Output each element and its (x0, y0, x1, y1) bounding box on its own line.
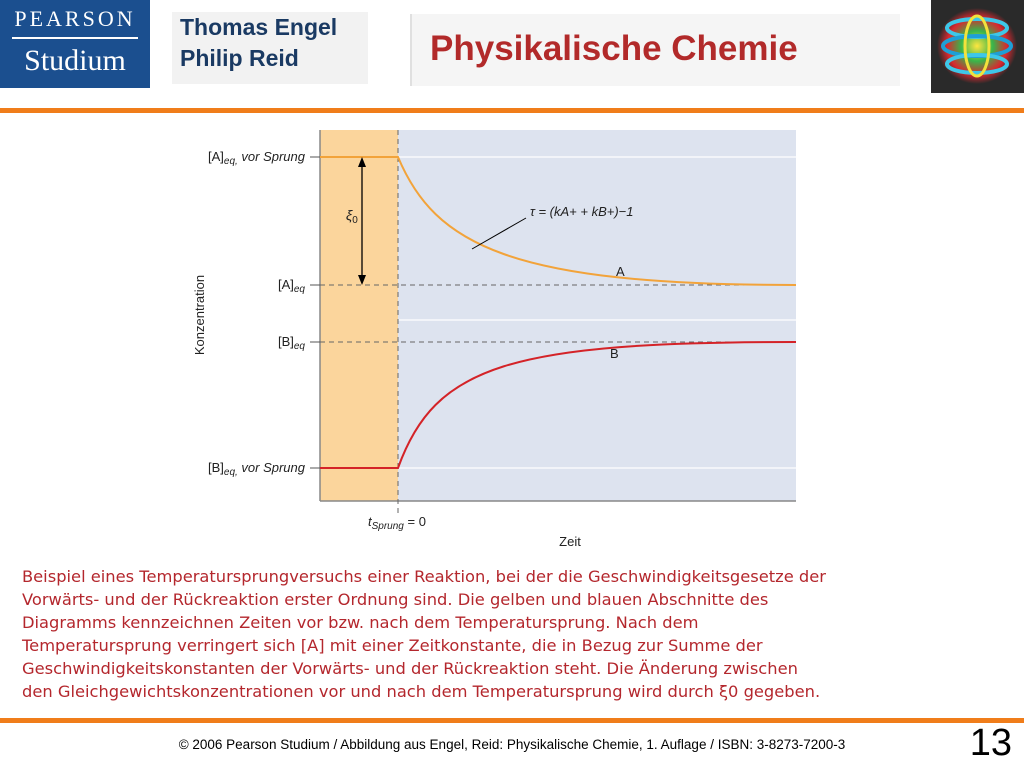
caption-line: den Gleichgewichtskonzentrationen vor und nach dem Temperatursprung wird durch ξ0 gegeben. (22, 682, 821, 701)
label-b-eq-before: $[B]_{eq,}$ vor Sprung (207, 460, 305, 478)
caption-line: Geschwindigkeitskonstanten der Vorwärts- und der Rückreaktion steht. Die Änderung zwischen (22, 659, 798, 678)
temperature-jump-diagram (180, 120, 820, 560)
publisher-logo (0, 0, 150, 88)
book-authors (172, 12, 368, 84)
caption-line: Beispiel eines Temperatursprungversuchs einer Reaktion, bei der die Geschwindigkeitsgesetze der (22, 567, 826, 586)
book-title: Physikalische Chemie (410, 14, 900, 86)
caption-line: Vorwärts- und der Rückreaktion erster Ordnung sind. Die gelben und blauen Abschnitte des (22, 590, 769, 609)
xi0-label: $\xi_0$ (346, 207, 358, 226)
x-axis-title: Zeit (559, 534, 581, 549)
curve-b-label: B (610, 346, 619, 361)
tau-label: τ = (kA+ + kB+)−1 (530, 204, 634, 219)
label-a-eq-before: $[A]_{eq,}$ vor Sprung (207, 149, 305, 167)
caption-line: Temperatursprung verringert sich [A] mit einer Zeitkonstante, die in Bezug zur Summe der (22, 636, 763, 655)
logo-text-pearson: PEARSON (14, 6, 136, 31)
y-axis-title: Konzentration (192, 274, 207, 356)
logo-divider (12, 37, 138, 39)
author-name: Thomas Engel (180, 14, 338, 40)
before-jump-region (320, 130, 398, 501)
curve-a-label: A (616, 264, 625, 279)
orbital-illustration (931, 0, 1024, 93)
footer-divider (0, 718, 1024, 723)
t-jump-label: $t_{Sprung} = 0$ (368, 514, 426, 532)
page-number: 13 (969, 722, 1012, 764)
header-divider (0, 108, 1024, 113)
label-a-eq: $[A]_{eq}$ (277, 277, 305, 295)
logo-text-studium: Studium (24, 44, 126, 77)
label-b-eq: $[B]_{eq}$ (277, 334, 305, 352)
figure-caption (22, 565, 1012, 703)
cover-thumbnail-image (931, 0, 1024, 93)
caption-line: Diagramms kennzeichnen Zeiten vor bzw. nach dem Temperatursprung. Nach dem (22, 613, 699, 632)
copyright-footer: © 2006 Pearson Studium / Abbildung aus Engel, Reid: Physikalische Chemie, 1. Auflage / ISBN: 3-8273-7200-3 (178, 737, 846, 752)
author-name: Philip Reid (180, 45, 299, 71)
